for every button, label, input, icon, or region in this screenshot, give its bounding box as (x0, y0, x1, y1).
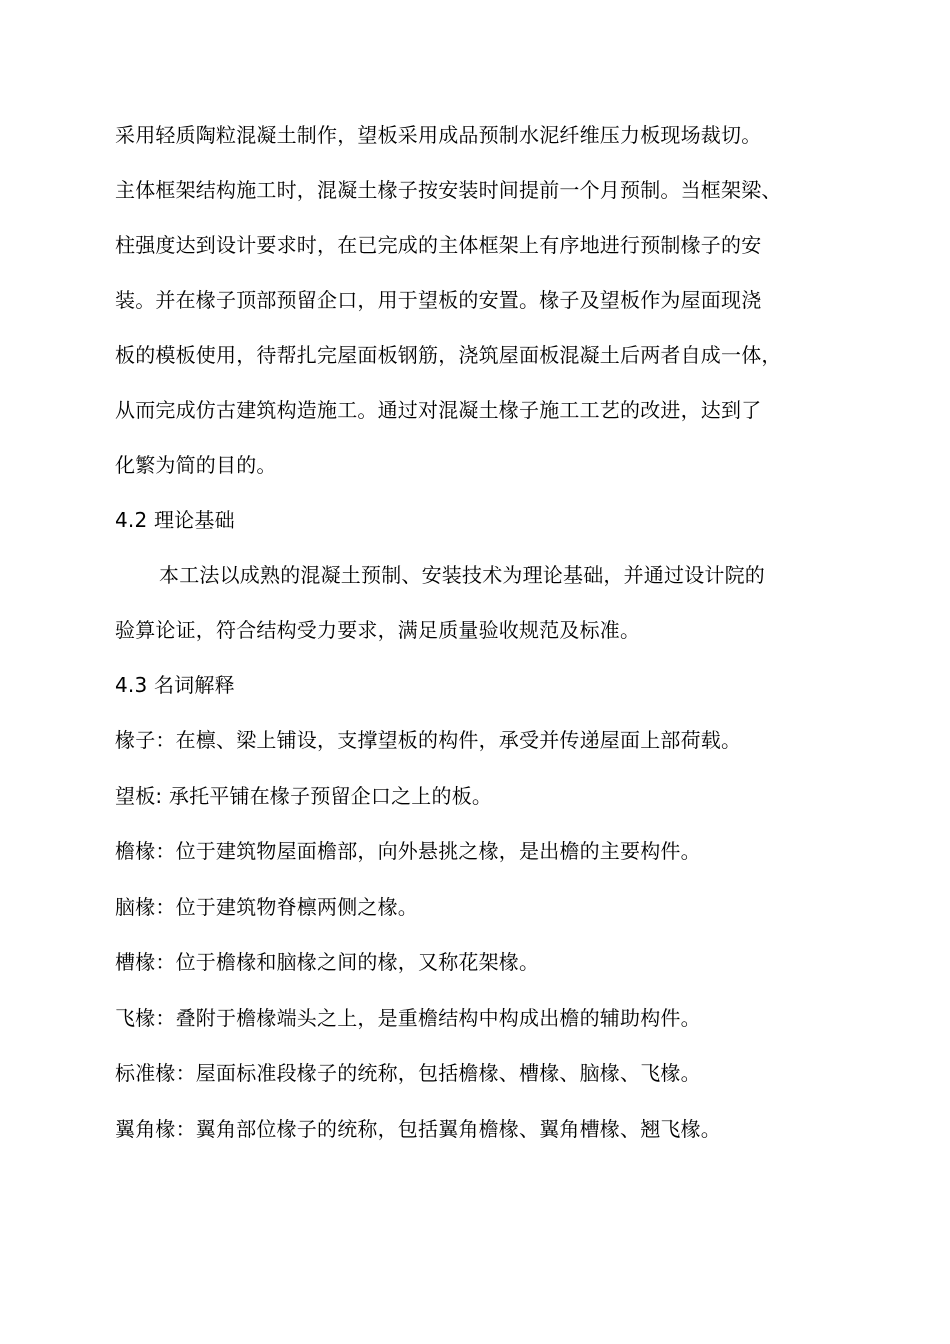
text-line: 化繁为简的目的。 (115, 453, 277, 477)
document-page (115, 108, 850, 1157)
text-line: 板的模板使用，待帮扎完屋面板钢筋，浇筑屋面板混凝土后两者自成一体， (115, 343, 782, 367)
text-line: 主体框架结构施工时，混凝土椽子按安装时间提前一个月预制。当框架梁、 (115, 178, 782, 202)
text-line: 采用轻质陶粒混凝土制作，望板采用成品预制水泥纤维压力板现场裁切。 (115, 123, 762, 147)
paragraph-construction-method (115, 108, 850, 493)
section-heading-terms: 4.3 名词解释 (115, 673, 235, 697)
text-line: 装。并在椽子顶部预留企口，用于望板的安置。椽子及望板作为屋面现浇 (115, 288, 762, 312)
terms-list (115, 713, 850, 1157)
term-item-flying-rafter: 飞椽：叠附于檐椽端头之上，是重檐结构中构成出檐的辅助构件。 (115, 1005, 701, 1030)
term-item-corner-rafter: 翼角椽：翼角部位椽子的统称，包括翼角檐椽、翼角槽椽、翘飞椽。 (115, 1116, 721, 1141)
term-item-roof-board: 望板: 承托平铺在椽子预留企口之上的板。 (115, 783, 493, 808)
term-item-middle-rafter: 槽椽：位于檐椽和脑椽之间的椽，又称花架椽。 (115, 950, 540, 974)
term-item-rafter: 椽子：在檩、梁上铺设，支撑望板的构件，承受并传递屋面上部荷载。 (115, 728, 742, 752)
term-item-standard-rafter: 标准椽：屋面标准段椽子的统称，包括檐椽、槽椽、脑椽、飞椽。 (115, 1061, 701, 1085)
text-line: 从而完成仿古建筑构造施工。通过对混凝土椽子施工工艺的改进，达到了 (115, 398, 762, 422)
text-line: 本工法以成熟的混凝土预制、安装技术为理论基础，并通过设计院的 (159, 563, 765, 587)
text-line: 柱强度达到设计要求时，在已完成的主体框架上有序地进行预制椽子的安 (115, 233, 762, 257)
term-item-ridge-rafter: 脑椽：位于建筑物脊檩两侧之椽。 (115, 894, 418, 919)
section-heading-theory: 4.2 理论基础 (115, 508, 235, 532)
text-line: 验算论证，符合结构受力要求，满足质量验收规范及标准。 (115, 618, 641, 642)
term-item-eave-rafter: 檐椽：位于建筑物屋面檐部，向外悬挑之椽，是出檐的主要构件。 (115, 839, 701, 863)
paragraph-theory (115, 548, 850, 658)
